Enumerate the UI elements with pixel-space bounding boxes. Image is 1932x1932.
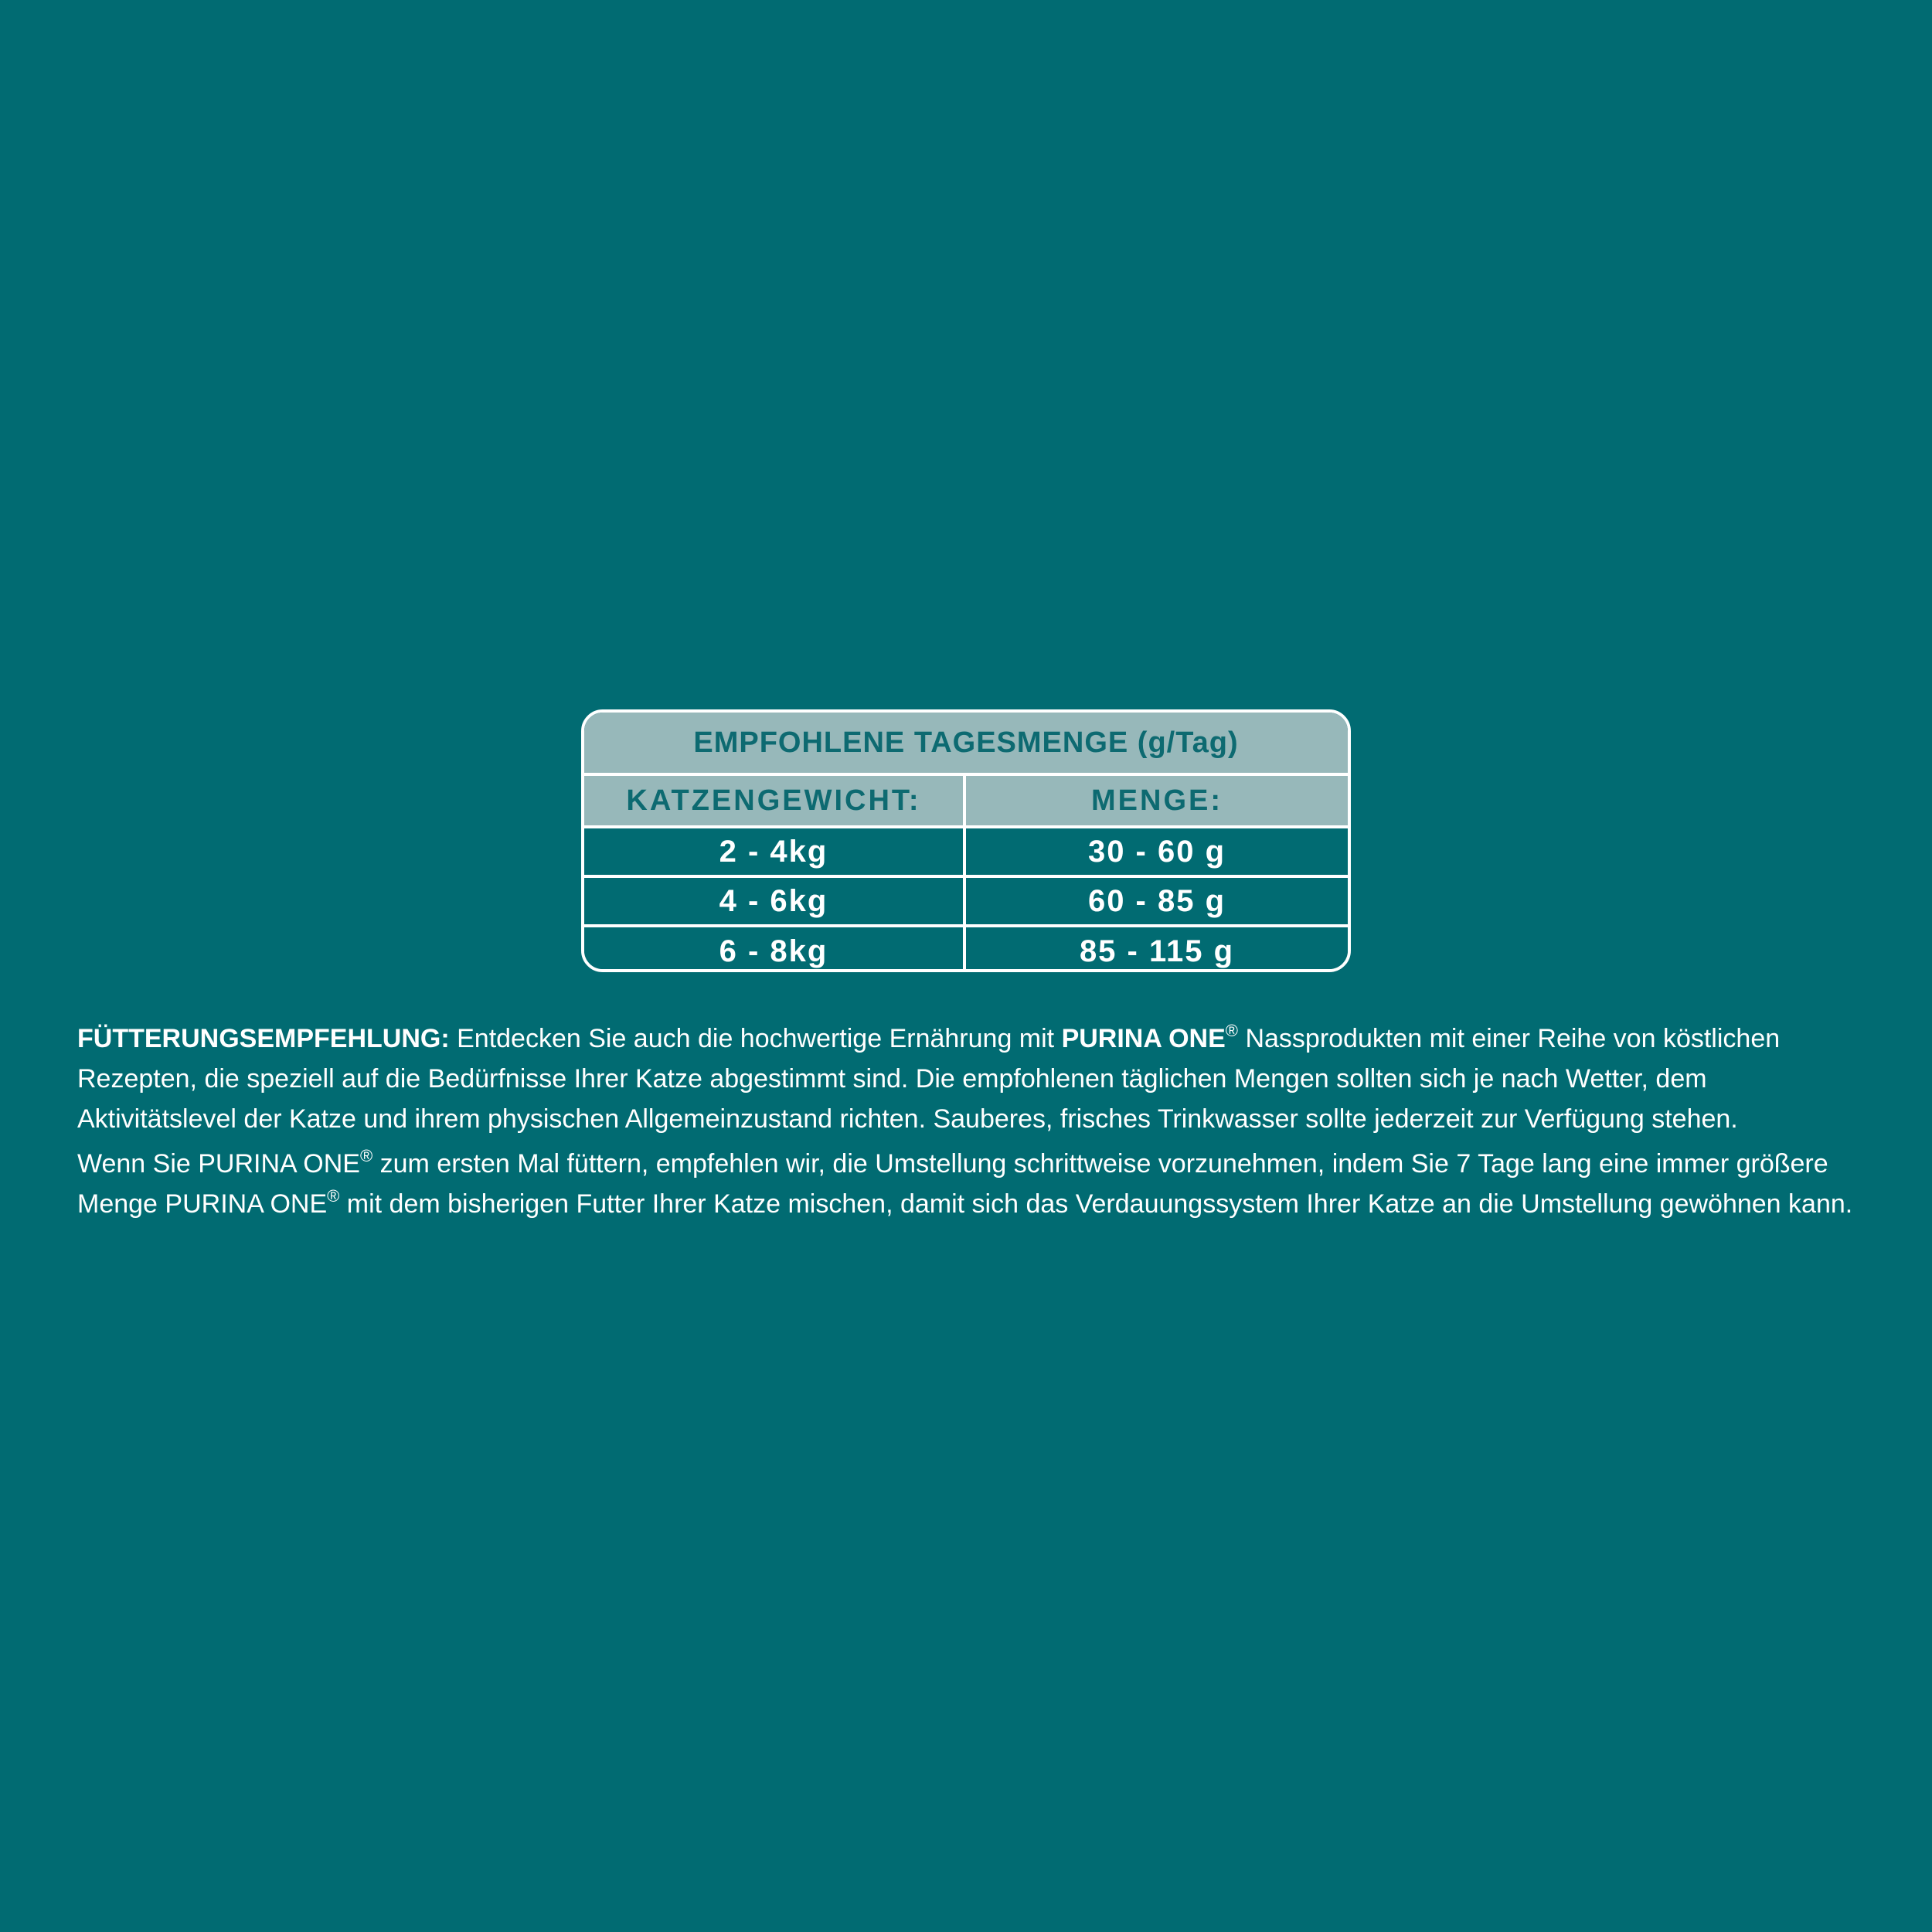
column-header-weight: KATZENGEWICHT: <box>584 776 966 825</box>
table-row <box>584 927 1348 972</box>
brand-name: PURINA ONE <box>1061 1024 1226 1053</box>
paragraph-text: Nassprodukten mit einer Reihe von köstlichen Rezepten, die speziell auf die Bedürfnisse Ihrer Katze abgestimmt sind. Die empfohlenen täglichen Mengen sollten sich je nach Wetter, dem Aktivitätslevel der Katze und ihrem physischen Allgemeinzustand richten. Sauberes, frisches Trinkwasser sollte jederzeit zur Verfügung stehen. <box>77 1024 1781 1134</box>
amount-cell: 60 - 85 g <box>1087 883 1226 918</box>
table-header-row <box>584 776 1348 828</box>
weight-cell: 4 - 6kg <box>584 878 966 924</box>
feeding-table <box>581 709 1351 972</box>
registered-mark: ® <box>327 1186 340 1206</box>
table-row <box>584 828 1348 878</box>
paragraph-text: Wenn Sie PURINA ONE <box>77 1149 360 1179</box>
weight-cell: 2 - 4kg <box>584 828 966 875</box>
registered-mark: ® <box>359 1146 373 1165</box>
feeding-recommendation-label: FÜTTERUNGSEMPFEHLUNG: <box>77 1024 450 1053</box>
paragraph-text: Entdecken Sie auch die hochwertige Ernährung mit <box>449 1024 1062 1053</box>
transition-paragraph <box>77 1144 1870 1224</box>
registered-mark: ® <box>1225 1021 1238 1040</box>
paragraph-text: zum ersten Mal füttern, empfehlen wir, die Umstellung schrittweise vorzunehmen, indem Sie 7 Tage lang eine immer größere Menge PURINA ONE <box>77 1149 1828 1219</box>
table-title: EMPFOHLENE TAGESMENGE (g/Tag) <box>584 713 1348 776</box>
amount-cell: 85 - 115 g <box>1079 934 1235 968</box>
column-header-amount: MENGE: <box>1091 784 1223 817</box>
weight-cell: 6 - 8kg <box>584 927 966 972</box>
amount-cell: 30 - 60 g <box>1087 834 1226 869</box>
paragraph-text: mit dem bisherigen Futter Ihrer Katze mischen, damit sich das Verdauungssystem Ihrer Katze an die Umstellung gewöhnen kann. <box>339 1189 1853 1219</box>
feeding-recommendation-paragraph <box>77 1019 1870 1139</box>
feeding-recommendation-text <box>77 1019 1870 1224</box>
table-row <box>584 878 1348 927</box>
